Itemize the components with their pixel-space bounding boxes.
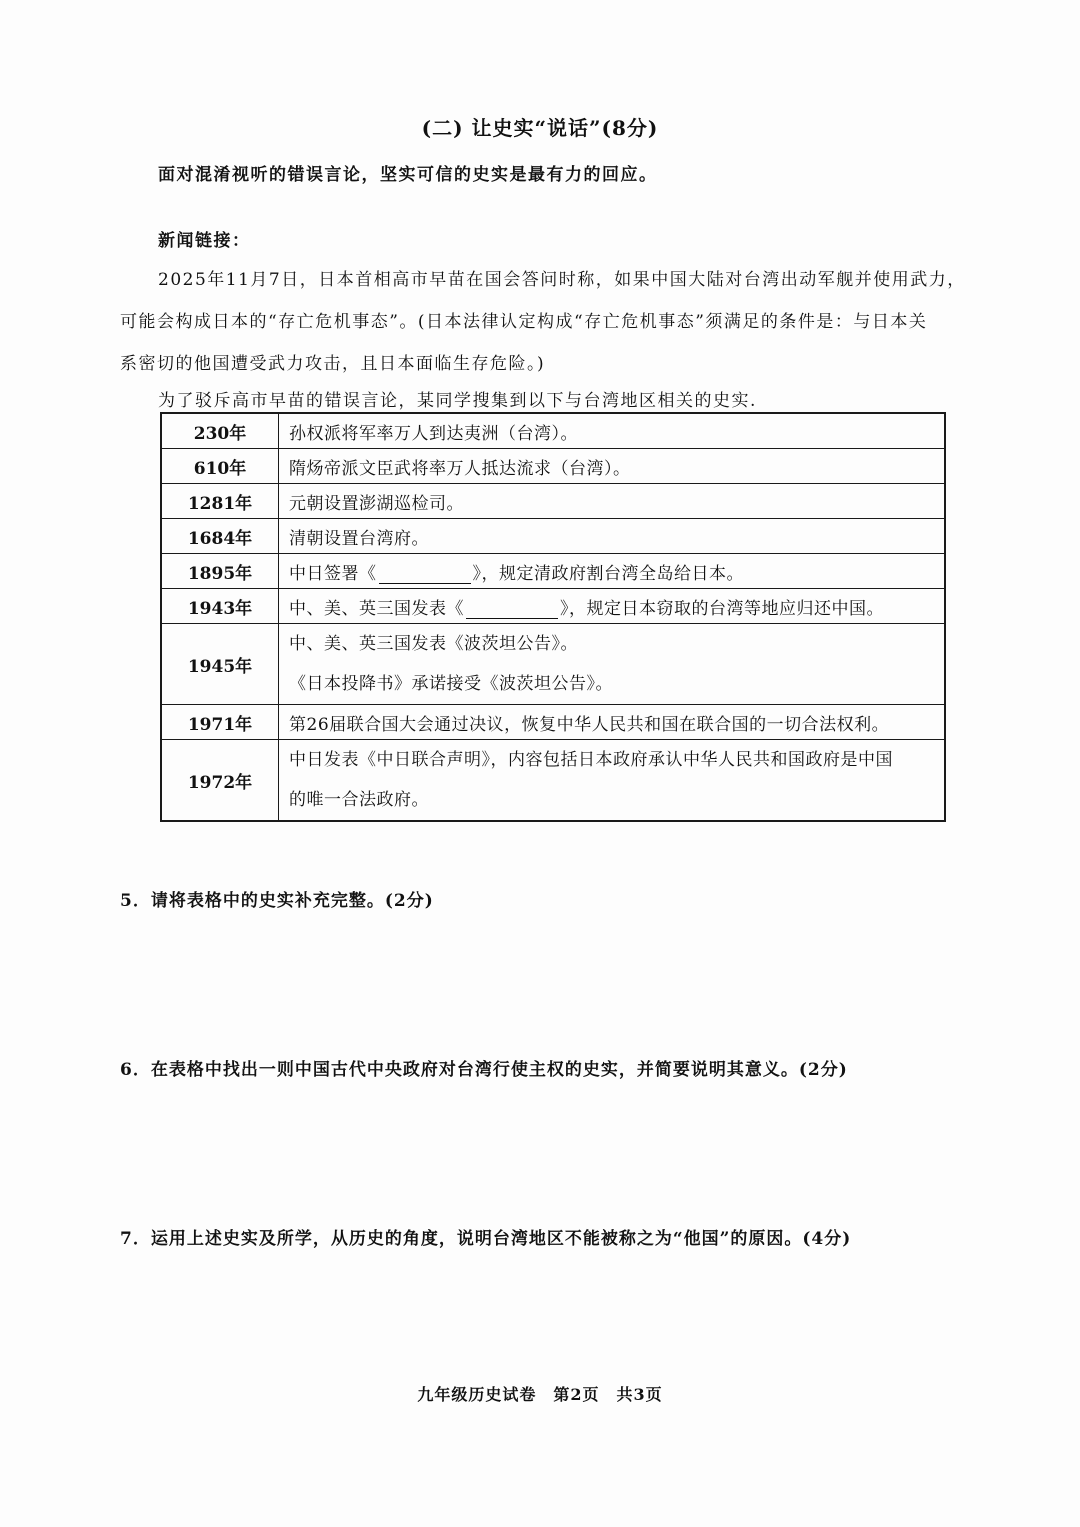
question-5: 5．请将表格中的史实补充完整。(2分) [120, 891, 434, 911]
year-cell: 1972年 [161, 740, 279, 822]
event-text: 隋炀帝派文臣武将率万人抵达流求（台湾）。 [289, 458, 631, 479]
intro-text: 面对混淆视听的错误言论，坚实可信的史实是最有力的回应。 [158, 165, 658, 185]
event-cell [279, 413, 946, 449]
event-text: 清朝设置台湾府。 [289, 528, 429, 549]
page-footer: 九年级历史试卷 第2页 共3页 [417, 1385, 663, 1404]
answer-space-5[interactable] [120, 920, 960, 1040]
table-row [161, 705, 945, 740]
news-text-line-1: 2025年11月7日，日本首相高市早苗在国会答问时称，如果中国大陆对台湾出动军舰并使用武力， [158, 270, 966, 290]
answer-space-6[interactable] [120, 1090, 960, 1210]
event-text: 元朝设置澎湖巡检司。 [289, 493, 464, 514]
question-7: 7．运用上述史实及所学，从历史的角度，说明台湾地区不能被称之为“他国”的原因。(4分) [120, 1229, 852, 1249]
table-row [161, 484, 945, 519]
news-label: 新闻链接： [158, 231, 251, 251]
table-row [161, 740, 945, 822]
table-row [161, 519, 945, 554]
event-text-before-blank: 中日签署《 [289, 563, 377, 584]
year-cell: 1943年 [161, 589, 279, 624]
event-text-before-blank: 中、美、英三国发表《 [289, 598, 464, 619]
year-cell: 1281年 [161, 484, 279, 519]
year-cell: 1971年 [161, 705, 279, 740]
event-text: 中、美、英三国发表《波茨坦公告》。 [289, 634, 578, 654]
event-text-after-blank: 》，规定日本窃取的台湾等地应归还中国。 [560, 598, 884, 619]
event-cell [279, 484, 946, 519]
news-text-line-3: 系密切的他国遭受武力攻击，且日本面临生存危险。) [120, 354, 546, 374]
event-text-after-blank: 》，规定清政府割台湾全岛给日本。 [472, 563, 744, 584]
news-text-line-2: 可能会构成日本的“存亡危机事态”。(日本法律认定构成“存亡危机事态”须满足的条件是：与日本关 [120, 312, 928, 332]
fill-in-blank-1943[interactable] [466, 602, 558, 619]
year-cell: 1945年 [161, 624, 279, 705]
year-cell: 1684年 [161, 519, 279, 554]
question-6: 6．在表格中找出一则中国古代中央政府对台湾行使主权的史实，并简要说明其意义。(2分) [120, 1060, 848, 1080]
event-text: 《日本投降书》承诺接受《波茨坦公告》。 [289, 674, 613, 694]
event-cell [279, 449, 946, 484]
year-cell: 610年 [161, 449, 279, 484]
event-cell [279, 589, 946, 624]
event-cell [279, 740, 946, 822]
event-text: 孙权派将军率万人到达夷洲（台湾）。 [289, 423, 578, 444]
event-text: 第26届联合国大会通过决议，恢复中华人民共和国在联合国的一切合法权利。 [289, 714, 890, 735]
section-title: (二) 让史实“说话”(8分) [421, 116, 659, 140]
event-cell [279, 705, 946, 740]
answer-space-7[interactable] [120, 1258, 960, 1378]
table-row [161, 449, 945, 484]
event-cell [279, 624, 946, 705]
fill-in-blank-1895[interactable] [379, 567, 471, 584]
event-text: 的唯一合法政府。 [289, 790, 429, 810]
table-lead-text: 为了驳斥高市早苗的错误言论，某同学搜集到以下与台湾地区相关的史实. [158, 391, 757, 411]
event-text: 中日发表《中日联合声明》，内容包括日本政府承认中华人民共和国政府是中国 [289, 750, 893, 770]
year-cell: 1895年 [161, 554, 279, 589]
history-timeline-table [160, 412, 946, 822]
table-row [161, 589, 945, 624]
event-cell [279, 519, 946, 554]
table-row [161, 554, 945, 589]
table-row [161, 624, 945, 705]
table-row [161, 413, 945, 449]
year-cell: 230年 [161, 413, 279, 449]
event-cell [279, 554, 946, 589]
